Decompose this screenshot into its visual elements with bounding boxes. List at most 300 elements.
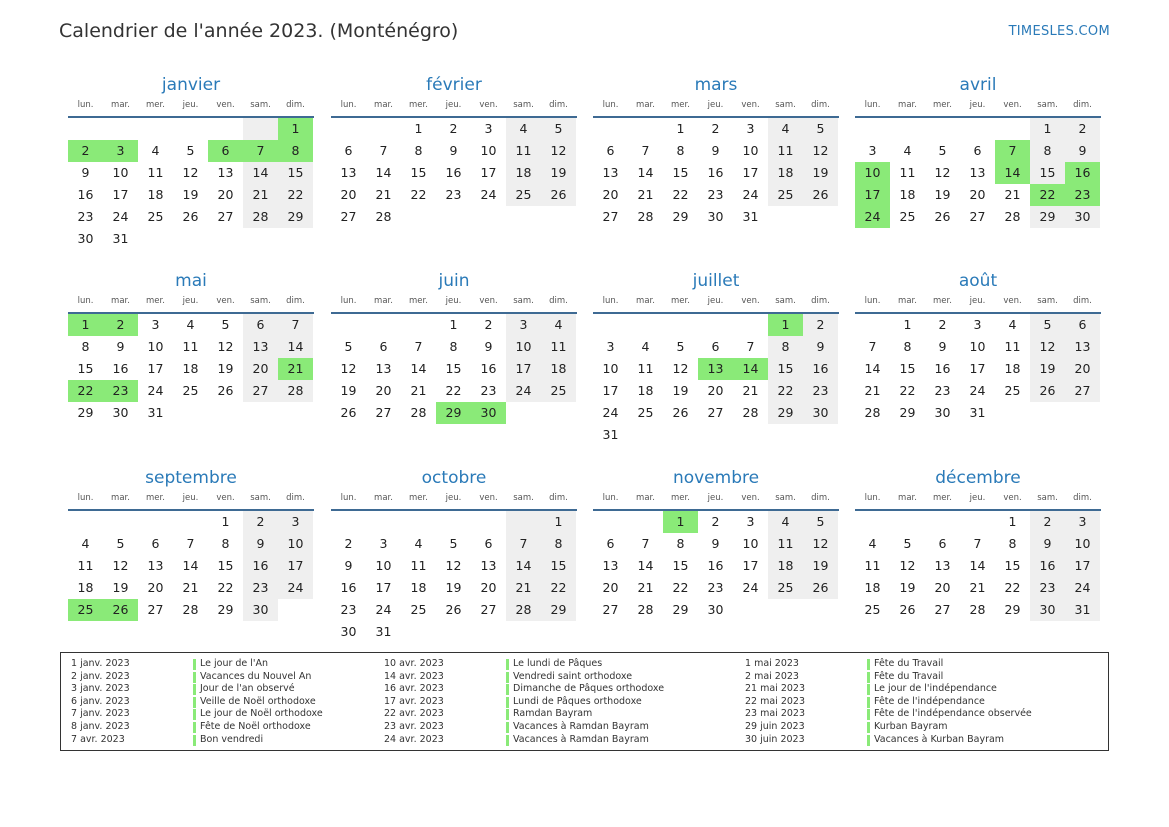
day-cell: 5 (221, 317, 230, 332)
holiday-name: Vacances à Ramdan Bayram (513, 720, 649, 732)
day-cell: 1 (768, 314, 803, 336)
day-cell: 19 (803, 162, 838, 184)
day-cell: 19 (803, 555, 838, 577)
holiday-marker (193, 735, 196, 746)
week-row (593, 402, 839, 424)
empty-cell (593, 314, 628, 336)
weekday-label: ven. (216, 493, 235, 503)
day-cell: 14 (969, 558, 986, 573)
week-row (331, 314, 577, 336)
holiday-name: Fête du Travail (874, 670, 944, 682)
weekday-label: dim. (1073, 100, 1092, 110)
day-cell: 5 (116, 536, 125, 551)
weekday-label: jeu. (182, 296, 199, 306)
holiday-date: 23 mai 2023 (745, 708, 806, 720)
empty-cell (733, 599, 768, 621)
holiday-marker (867, 697, 870, 708)
week-row (855, 380, 1101, 402)
day-cell: 16 (934, 361, 951, 376)
day-cell: 23 (934, 383, 951, 398)
day-cell: 12 (445, 558, 462, 573)
week-row (855, 118, 1101, 140)
week-row (331, 380, 577, 402)
day-cell: 9 (243, 533, 278, 555)
week-row (855, 206, 1101, 228)
empty-cell (698, 314, 733, 336)
day-cell: 9 (449, 143, 458, 158)
day-cell: 22 (541, 577, 576, 599)
day-cell: 17 (969, 361, 986, 376)
weekday-label: jeu. (707, 100, 724, 110)
day-cell: 12 (1030, 336, 1065, 358)
empty-cell (733, 424, 768, 446)
day-cell: 13 (934, 558, 951, 573)
empty-cell (855, 118, 890, 140)
day-cell: 27 (707, 405, 724, 420)
day-cell: 15 (541, 555, 576, 577)
holiday-date: 24 avr. 2023 (384, 733, 444, 745)
week-row (68, 599, 314, 621)
day-cell: 5 (449, 536, 458, 551)
week-row (331, 336, 577, 358)
day-cell: 2 (938, 317, 947, 332)
week-row (593, 118, 839, 140)
holiday-marker (506, 709, 509, 720)
day-cell: 11 (768, 140, 803, 162)
empty-cell (541, 621, 576, 643)
week-row (68, 140, 314, 162)
day-cell: 28 (278, 380, 313, 402)
empty-cell (768, 424, 803, 446)
day-cell: 27 (934, 602, 951, 617)
week-row (593, 162, 839, 184)
month-calendar (331, 465, 577, 643)
empty-cell (855, 511, 890, 533)
day-cell: 29 (1004, 602, 1021, 617)
day-cell: 7 (379, 143, 388, 158)
day-cell: 17 (742, 558, 759, 573)
day-cell: 10 (969, 339, 986, 354)
day-cell: 2 (711, 514, 720, 529)
holiday-name: Vendredi saint orthodoxe (513, 670, 633, 682)
day-cell: 4 (768, 118, 803, 140)
empty-cell (436, 206, 471, 228)
weekday-label: ven. (1003, 100, 1022, 110)
week-row (68, 228, 314, 250)
empty-cell (138, 511, 173, 533)
empty-cell (138, 118, 173, 140)
day-cell: 26 (103, 599, 138, 621)
day-cell: 3 (746, 514, 755, 529)
day-cell: 24 (112, 209, 129, 224)
week-row (331, 577, 577, 599)
week-row (68, 577, 314, 599)
weekday-label: ven. (1003, 296, 1022, 306)
holiday-date: 21 mai 2023 (745, 683, 806, 695)
weekday-label: jeu. (969, 493, 986, 503)
day-cell: 4 (641, 339, 650, 354)
weekday-label: mar. (374, 100, 393, 110)
day-cell: 19 (445, 580, 462, 595)
day-cell: 3 (746, 121, 755, 136)
empty-cell (366, 314, 401, 336)
day-cell: 5 (803, 511, 838, 533)
day-cell: 27 (602, 209, 619, 224)
day-cell: 7 (506, 533, 541, 555)
weekday-label: mer. (933, 493, 952, 503)
empty-cell (173, 402, 208, 424)
week-row (593, 314, 839, 336)
empty-cell (890, 511, 925, 533)
empty-cell (803, 424, 838, 446)
day-cell: 3 (1065, 511, 1100, 533)
week-row (593, 555, 839, 577)
week-row (855, 511, 1101, 533)
weekday-label: dim. (286, 493, 305, 503)
day-cell: 4 (1008, 317, 1017, 332)
empty-cell (471, 511, 506, 533)
day-cell: 3 (973, 317, 982, 332)
holiday-date: 2 janv. 2023 (71, 670, 130, 682)
day-cell: 21 (1004, 187, 1021, 202)
weekday-label: mer. (933, 296, 952, 306)
day-cell: 23 (243, 577, 278, 599)
day-cell: 8 (676, 536, 685, 551)
day-cell: 12 (803, 140, 838, 162)
week-row (855, 402, 1101, 424)
weekday-label: sam. (250, 100, 271, 110)
day-cell: 1 (68, 314, 103, 336)
empty-cell (331, 118, 366, 140)
day-cell: 11 (147, 165, 164, 180)
holiday-marker (506, 697, 509, 708)
weekday-label: dim. (811, 493, 830, 503)
legend-entry (745, 658, 1045, 671)
day-cell: 8 (1030, 140, 1065, 162)
day-cell: 24 (506, 380, 541, 402)
day-cell: 9 (803, 336, 838, 358)
weekday-label: mer. (409, 493, 428, 503)
day-cell: 15 (672, 558, 689, 573)
empty-cell (995, 402, 1030, 424)
day-cell: 15 (217, 558, 234, 573)
week-row (593, 184, 839, 206)
day-cell: 27 (375, 405, 392, 420)
day-cell: 25 (768, 577, 803, 599)
day-cell: 25 (182, 383, 199, 398)
weekday-label: dim. (286, 100, 305, 110)
day-cell: 11 (768, 533, 803, 555)
day-cell: 19 (112, 580, 129, 595)
empty-cell (173, 118, 208, 140)
holiday-marker (193, 722, 196, 733)
day-cell: 14 (733, 358, 768, 380)
empty-cell (768, 206, 803, 228)
day-cell: 18 (541, 358, 576, 380)
day-cell: 16 (803, 358, 838, 380)
empty-cell (331, 511, 366, 533)
holiday-name: Dimanche de Pâques orthodoxe (513, 683, 665, 695)
holiday-date: 1 mai 2023 (745, 658, 799, 669)
day-cell: 23 (480, 383, 497, 398)
holiday-marker (867, 735, 870, 746)
day-cell: 11 (506, 140, 541, 162)
day-cell: 5 (186, 143, 195, 158)
day-cell: 16 (1065, 162, 1100, 184)
month-calendar (68, 268, 314, 424)
day-cell: 29 (541, 599, 576, 621)
day-cell: 24 (602, 405, 619, 420)
day-cell: 12 (217, 339, 234, 354)
day-cell: 19 (934, 187, 951, 202)
week-row (331, 402, 577, 424)
day-cell: 19 (217, 361, 234, 376)
weekday-label: mar. (636, 296, 655, 306)
holiday-name: Le jour de l'indépendance (874, 683, 997, 695)
month-name: février (426, 75, 482, 95)
week-row (331, 511, 577, 533)
holiday-marker (193, 659, 196, 670)
weekday-label: dim. (549, 100, 568, 110)
holiday-date: 7 janv. 2023 (71, 708, 130, 720)
holiday-name: Fête de l'indépendance (874, 695, 985, 707)
weekday-label: ven. (741, 100, 760, 110)
day-cell: 9 (938, 339, 947, 354)
day-cell: 10 (1065, 533, 1100, 555)
weekday-label: dim. (549, 296, 568, 306)
day-cell: 14 (243, 162, 278, 184)
day-cell: 21 (278, 358, 313, 380)
day-cell: 26 (340, 405, 357, 420)
day-cell: 10 (602, 361, 619, 376)
day-cell: 29 (768, 402, 803, 424)
day-cell: 21 (864, 383, 881, 398)
day-cell: 12 (112, 558, 129, 573)
day-cell: 27 (243, 380, 278, 402)
legend-entry (384, 708, 684, 721)
day-cell: 28 (637, 209, 654, 224)
day-cell: 25 (637, 405, 654, 420)
weekday-label: jeu. (969, 100, 986, 110)
empty-cell (278, 599, 313, 621)
day-cell: 6 (243, 314, 278, 336)
month-calendar (855, 268, 1101, 424)
week-row (68, 184, 314, 206)
day-cell: 17 (506, 358, 541, 380)
day-cell: 13 (147, 558, 164, 573)
day-cell: 27 (217, 209, 234, 224)
week-row (855, 555, 1101, 577)
weekday-label: lun. (340, 493, 357, 503)
week-row (331, 358, 577, 380)
day-cell: 12 (803, 533, 838, 555)
day-cell: 13 (1065, 336, 1100, 358)
day-cell: 26 (182, 209, 199, 224)
empty-cell (331, 314, 366, 336)
week-row (331, 118, 577, 140)
day-cell: 15 (77, 361, 94, 376)
day-cell: 21 (637, 580, 654, 595)
day-cell: 28 (742, 405, 759, 420)
holiday-marker (506, 684, 509, 695)
empty-cell (541, 206, 576, 228)
day-cell: 8 (278, 140, 313, 162)
day-cell: 18 (410, 580, 427, 595)
empty-cell (593, 118, 628, 140)
empty-cell (278, 228, 313, 250)
week-row (855, 533, 1101, 555)
day-cell: 26 (217, 383, 234, 398)
day-cell: 4 (81, 536, 90, 551)
day-cell: 15 (899, 361, 916, 376)
weekday-label: ven. (741, 296, 760, 306)
weekday-label: sam. (775, 493, 796, 503)
weekday-label: sam. (513, 100, 534, 110)
day-cell: 20 (340, 187, 357, 202)
day-cell: 18 (899, 187, 916, 202)
holiday-date: 10 avr. 2023 (384, 658, 444, 669)
day-cell: 28 (410, 405, 427, 420)
week-row (855, 162, 1101, 184)
empty-cell (243, 228, 278, 250)
empty-cell (960, 511, 995, 533)
day-cell: 2 (103, 314, 138, 336)
day-cell: 13 (217, 165, 234, 180)
day-cell: 3 (868, 143, 877, 158)
month-name: juin (438, 271, 470, 291)
day-cell: 16 (445, 165, 462, 180)
page-title: Calendrier de l'année 2023. (Monténégro) (59, 20, 459, 42)
day-cell: 20 (707, 383, 724, 398)
holiday-name: Kurban Bayram (874, 720, 948, 732)
week-row (855, 577, 1101, 599)
weekday-label: lun. (864, 296, 881, 306)
day-cell: 19 (672, 383, 689, 398)
day-cell: 24 (969, 383, 986, 398)
legend-entry (384, 721, 684, 734)
empty-cell (243, 402, 278, 424)
holiday-name: Vacances à Ramdan Bayram (513, 733, 649, 745)
day-cell: 9 (1030, 533, 1065, 555)
weekday-label: dim. (549, 493, 568, 503)
day-cell: 5 (938, 143, 947, 158)
day-cell: 11 (1004, 339, 1021, 354)
month-name: juillet (692, 271, 740, 291)
holiday-marker (867, 659, 870, 670)
day-cell: 27 (147, 602, 164, 617)
legend-entry (71, 683, 371, 696)
day-cell: 20 (602, 187, 619, 202)
day-cell: 15 (768, 358, 803, 380)
holiday-marker (506, 735, 509, 746)
day-cell: 10 (278, 533, 313, 555)
day-cell: 26 (445, 602, 462, 617)
day-cell: 24 (742, 187, 759, 202)
day-cell: 17 (112, 187, 129, 202)
day-cell: 7 (868, 339, 877, 354)
day-cell: 24 (742, 580, 759, 595)
week-row (68, 533, 314, 555)
day-cell: 4 (151, 143, 160, 158)
holiday-marker (867, 684, 870, 695)
day-cell: 13 (375, 361, 392, 376)
holiday-name: Le lundi de Pâques (513, 658, 603, 669)
weekday-label: mer. (671, 493, 690, 503)
empty-cell (208, 228, 243, 250)
day-cell: 21 (969, 580, 986, 595)
day-cell: 22 (672, 580, 689, 595)
weekday-label: lun. (602, 100, 619, 110)
day-cell: 2 (1065, 118, 1100, 140)
day-cell: 17 (480, 165, 497, 180)
day-cell: 30 (77, 231, 94, 246)
day-cell: 3 (103, 140, 138, 162)
day-cell: 13 (698, 358, 733, 380)
weekday-label: lun. (77, 493, 94, 503)
day-cell: 17 (278, 555, 313, 577)
day-cell: 13 (243, 336, 278, 358)
holiday-date: 29 juin 2023 (745, 720, 805, 732)
empty-cell (663, 314, 698, 336)
week-row (593, 511, 839, 533)
day-cell: 23 (803, 380, 838, 402)
day-cell: 26 (803, 184, 838, 206)
holiday-name: Fête de Noël orthodoxe (200, 720, 311, 732)
day-cell: 5 (676, 339, 685, 354)
holiday-date: 1 janv. 2023 (71, 658, 130, 669)
day-cell: 11 (182, 339, 199, 354)
day-cell: 24 (480, 187, 497, 202)
day-cell: 2 (243, 511, 278, 533)
day-cell: 7 (746, 339, 755, 354)
day-cell: 4 (186, 317, 195, 332)
day-cell: 13 (969, 165, 986, 180)
weekday-label: ven. (1003, 493, 1022, 503)
day-cell: 30 (112, 405, 129, 420)
empty-cell (208, 118, 243, 140)
day-cell: 24 (1065, 577, 1100, 599)
weekday-label: jeu. (445, 493, 462, 503)
day-cell: 6 (606, 143, 615, 158)
weekday-label: jeu. (445, 296, 462, 306)
month-name: novembre (672, 468, 760, 488)
empty-cell (401, 621, 436, 643)
day-cell: 31 (112, 231, 129, 246)
brand-link[interactable]: TIMESLES.COM (1008, 24, 1110, 39)
holiday-name: Le jour de l'An (200, 658, 269, 669)
day-cell: 22 (768, 380, 803, 402)
empty-cell (366, 511, 401, 533)
legend-entry (745, 696, 1045, 709)
day-cell: 2 (484, 317, 493, 332)
day-cell: 18 (768, 162, 803, 184)
day-cell: 12 (182, 165, 199, 180)
day-cell: 30 (1065, 206, 1100, 228)
day-cell: 15 (672, 165, 689, 180)
day-cell: 11 (637, 361, 654, 376)
day-cell: 14 (995, 162, 1030, 184)
day-cell: 14 (410, 361, 427, 376)
week-row (68, 555, 314, 577)
day-cell: 11 (864, 558, 881, 573)
weekday-label: jeu. (707, 493, 724, 503)
weekday-label: mer. (409, 296, 428, 306)
holiday-marker (867, 709, 870, 720)
day-cell: 10 (506, 336, 541, 358)
day-cell: 30 (803, 402, 838, 424)
holiday-marker (867, 722, 870, 733)
day-cell: 7 (641, 143, 650, 158)
